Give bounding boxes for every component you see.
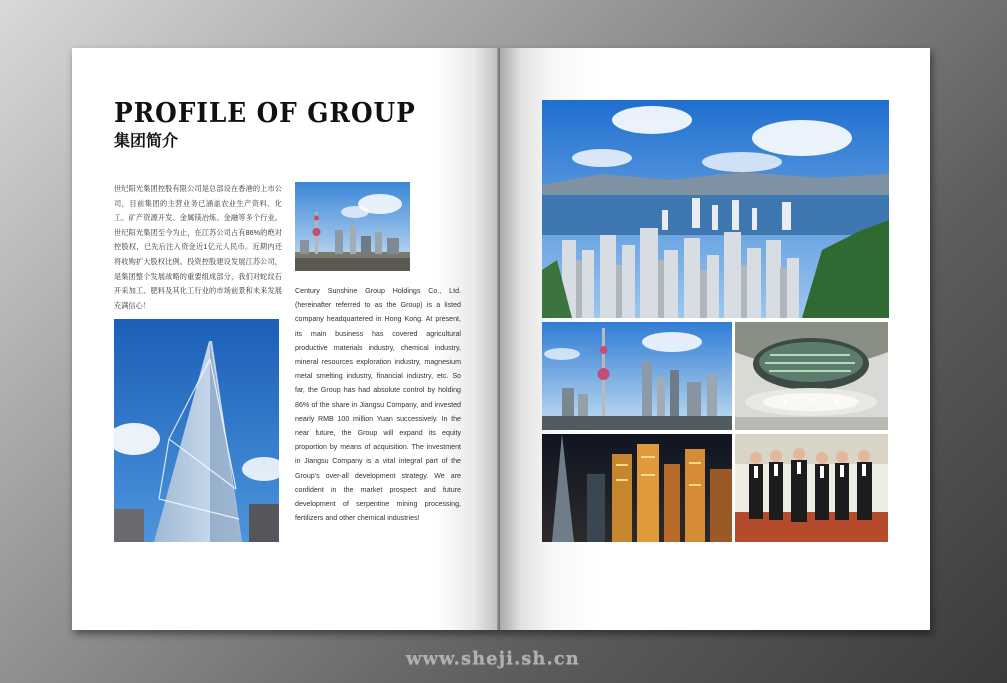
page-title-cn: 集团简介 <box>114 133 179 150</box>
photo-shanghai-tower-small <box>295 182 410 271</box>
photo-shanghai-skyline <box>542 322 732 430</box>
photo-hong-kong-night <box>542 434 732 542</box>
page-title-en: PROFILE OF GROUP <box>114 98 416 129</box>
watermark-url: www.sheji.sh.cn <box>406 648 580 669</box>
right-page <box>500 48 930 630</box>
left-page <box>72 48 500 630</box>
intro-text-en: Century Sunshine Group Holdings Co., Ltd. (hereinafter referred to as the Group) is a listed company headquartered in Hong Kong. At present, its main business has covered agricultural productive materials industry, chemical industry, mineral resources exploration industry, magnesium metal smelting industry, financial industry, etc. So far, the Group has had absolute control by holding 86% of the share in Jiangsu Company, and invested nearly RMB 100 million Yuan successively. In the near future, the Group will expand its equity proportion by means of acquisition. The investment in Jiangsu Company is a vital integral part of the Group's over-all development strategy. We are confident in the market prospect and future development of serpentine mining processing, fertilizers and other chemical industries! <box>295 287 461 523</box>
photo-listing-ceremony <box>735 434 888 542</box>
intro-text-cn: 世纪阳光集团控股有限公司是总部设在香港的上市公司，目前集团的主营业务已涵盖农业生产资料、化工、矿产资源开发、金属镁冶炼、金融等多个行业。世纪阳光集团至今为止，在江苏公司占有86%的绝对控股权，已先后注入资金近1亿元人民币。近期内还将收购扩大股权比例。投资控股建设发展江苏公司，是集团整个发展战略的重要组成部分，我们对蛇纹石开采加工、肥料及其化工行业的市场前景和未来发展充满信心！ <box>114 184 282 310</box>
photo-bank-of-china-tower <box>114 319 279 542</box>
photo-stock-exchange-ticker <box>735 322 888 430</box>
photo-hong-kong-panorama <box>542 100 889 318</box>
